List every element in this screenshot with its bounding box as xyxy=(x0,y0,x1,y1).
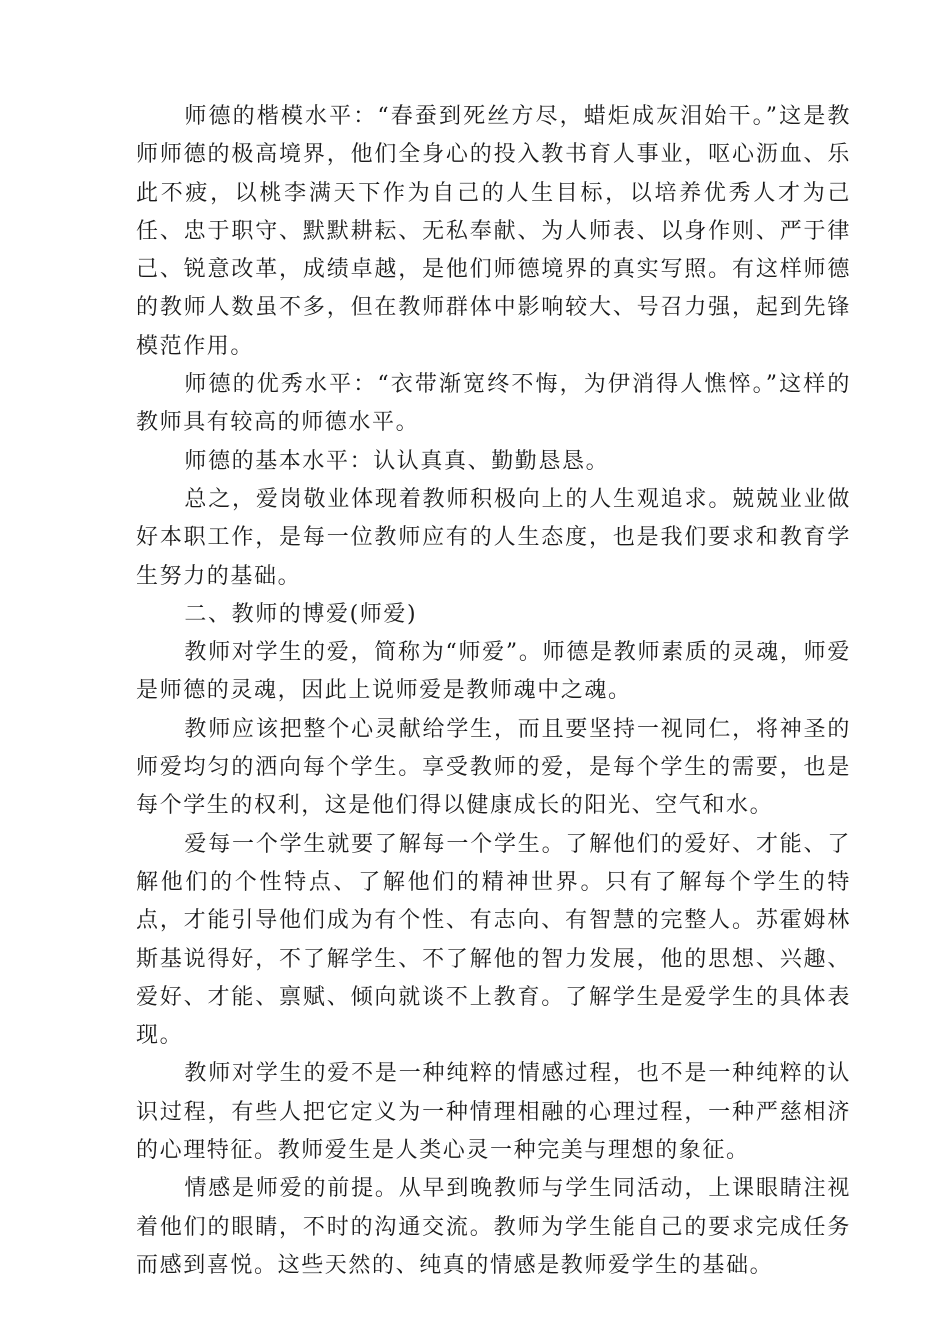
paragraph-basic-level: 师德的基本水平：认认真真、勤勤恳恳。 xyxy=(184,448,610,474)
paragraph-equal-love: 教师应该把整个心灵献给学生，而且要坚持一视同仁，将神圣的师爱均匀的洒向每个学生。享受教师的爱，是每个学生的需要，也是每个学生的权利，这是他们得以健康成长的阳光、空气和水。 xyxy=(136,716,851,819)
paragraph-nature-of-love: 教师对学生的爱不是一种纯粹的情感过程，也不是一种纯粹的认识过程，有些人把它定义为一种情理相融的心理过程，一种严慈相济的心理特征。教师爱生是人类心灵一种完美与理想的象征。 xyxy=(136,1061,851,1164)
document-body xyxy=(136,98,851,1285)
paragraph-exemplary-level: 师德的楷模水平：“春蚕到死丝方尽，蜡炬成灰泪始干。”这是教师师德的极高境界，他们全身心的投入教书育人事业，呕心沥血、乐此不疲，以桃李满天下作为自己的人生目标，以培养优秀人才为己任、忠于职守、默默耕耘、无私奉献、为人师表、以身作则、严于律己、锐意改革，成绩卓越，是他们师德境界的真实写照。有这样师德的教师人数虽不多，但在教师群体中影响较大、号召力强，起到先锋模范作用。 xyxy=(136,104,851,359)
paragraph-understand-students: 爱每一个学生就要了解每一个学生。了解他们的爱好、才能、了解他们的个性特点、了解他们的精神世界。只有了解每个学生的特点，才能引导他们成为有个性、有志向、有智慧的完整人。苏霍姆林斯基说得好，不了解学生、不了解他的智力发展，他的思想、兴趣、爱好、才能、禀赋、倾向就谈不上教育。了解学生是爱学生的具体表现。 xyxy=(136,831,851,1049)
section-heading-teacher-love: 二、教师的博爱(师爱) xyxy=(184,601,418,627)
paragraph-summary: 总之，爱岗敬业体现着教师积极向上的人生观追求。兢兢业业做好本职工作，是每一位教师应有的人生态度，也是我们要求和教育学生努力的基础。 xyxy=(136,486,851,589)
paragraph-definition-of-teacher-love: 教师对学生的爱，简称为“师爱”。师德是教师素质的灵魂，师爱是师德的灵魂，因此上说师爱是教师魂中之魂。 xyxy=(136,640,851,704)
paragraph-emotion-premise: 情感是师爱的前提。从早到晚教师与学生同活动，上课眼睛注视着他们的眼睛，不时的沟通交流。教师为学生能自己的要求完成任务而感到喜悦。这些天然的、纯真的情感是教师爱学生的基础。 xyxy=(136,1176,851,1278)
paragraph-excellent-level: 师德的优秀水平：“衣带渐宽终不悔，为伊消得人憔悴。”这样的教师具有较高的师德水平。 xyxy=(136,372,851,436)
